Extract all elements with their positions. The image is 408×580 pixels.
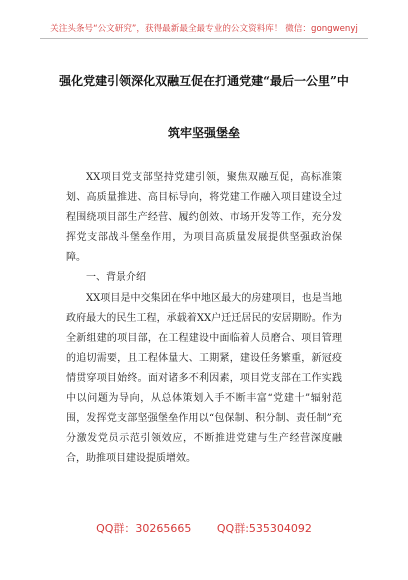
header-divider — [40, 38, 368, 39]
promo-header-banner: 关注头条号“公文研究”，获得最新最全最专业的公文资料库！ 微信：gongwenyj — [50, 24, 358, 34]
document-title-line-2: 筑牢坚强堡垒 — [167, 126, 240, 140]
footer-contact — [0, 520, 408, 536]
document-title-line-1: 强化党建引领深化双融互促在打通党建“最后一公里”中 — [59, 74, 349, 88]
intro-paragraph: XX项目党支部坚持党建引领，聚焦双融互促，高标准策划、高质量推进、高目标导向，将党建工作融入项目建设全过程围绕项目部生产经营、履约创效、市场开发等工作，充分发挥党支部战斗堡垒作用，为项目高质量发展提供坚强政治保障。 — [66, 172, 342, 264]
section-heading-background: 一、背景介绍 — [86, 272, 146, 284]
footer-qq-group-2: QQ群:535304092 — [216, 522, 312, 535]
footer-qq-group-1: QQ群：30265665 — [96, 522, 192, 535]
background-paragraph: XX项目是中交集团在华中地区最大的房建项目，也是当地政府最大的民生工程，承载着XX户迁迁居民的安居期盼。作为全新组建的项目部，在工程建设中面临着人员磨合、项目管理的追切需要，且工程体量大、工期紧，建设任务繁重，新冠疫情贯穿项目始终。面对诸多不利因素，项目党支部在工作实践中以问题为导向，从总体策划入手不断丰富“党建十”辐射范围，发挥党支部坚强堡垒作用以“包保制、积分制、责任制”充分激发党员示范引领效应，不断推进党建与生产经营深度融合，助推项目建设提质增效。 — [66, 292, 342, 465]
document-body — [66, 168, 342, 469]
